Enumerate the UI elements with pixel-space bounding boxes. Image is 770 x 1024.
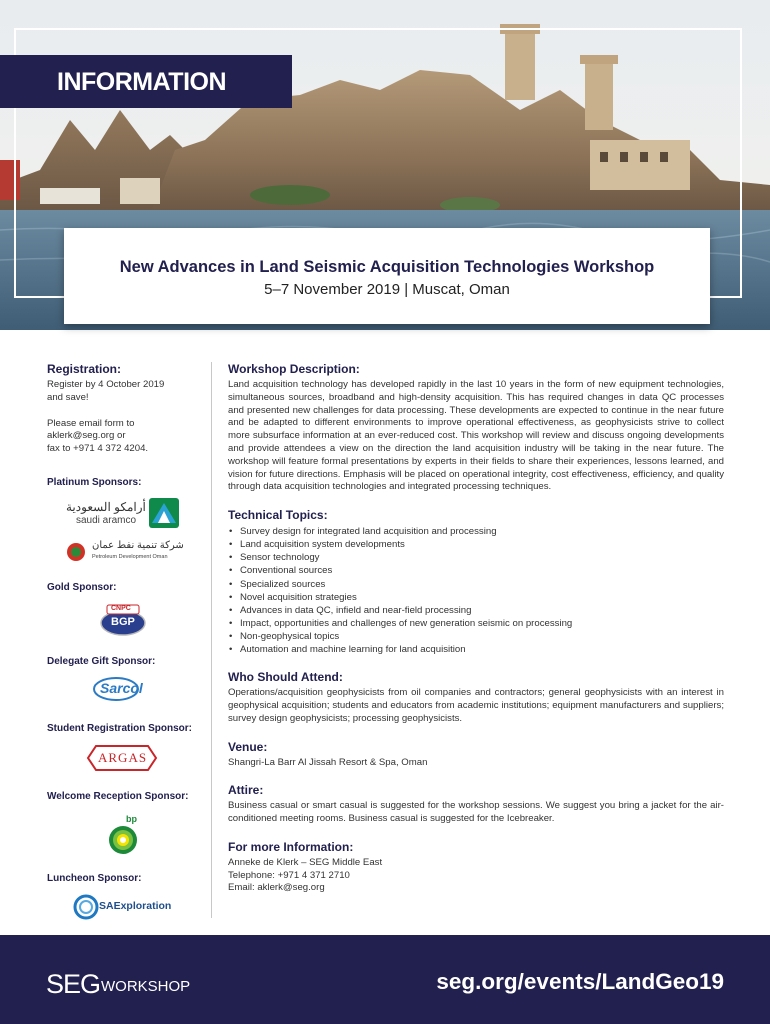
bp-logo	[106, 814, 142, 854]
information-label: INFORMATION	[57, 68, 227, 96]
aramco-arabic-text: أرامكو السعودية	[66, 500, 146, 514]
contact-name: Anneke de Klerk – SEG Middle East	[228, 856, 383, 868]
delegate-gift-sponsor-heading: Delegate Gift Sponsor:	[47, 656, 156, 667]
venue-text: Shangri-La Barr Al Jissah Resort & Spa, Oman	[228, 756, 428, 768]
workshop-title: New Advances in Land Seismic Acquisition Technologies Workshop	[119, 258, 655, 276]
sidebar	[47, 362, 212, 456]
bp-text: bp	[126, 814, 137, 824]
saexploration-logo	[73, 894, 177, 922]
more-info-heading: For more Information:	[228, 839, 354, 854]
topic-item: • Non-geophysical topics	[229, 630, 340, 642]
topic-item: • Conventional sources	[229, 565, 333, 577]
topic-item: • Impact, opportunities and challenges of new generation seismic on processing	[229, 617, 573, 629]
contact-line-2: aklerk@seg.org or	[47, 430, 126, 442]
column-divider	[211, 362, 212, 918]
welcome-reception-sponsor-heading: Welcome Reception Sponsor:	[47, 791, 189, 802]
contact-phone: Telephone: +971 4 371 2710	[228, 869, 350, 881]
topic-item: • Specialized sources	[229, 578, 326, 590]
platinum-sponsors-heading: Platinum Sponsors:	[47, 477, 142, 488]
aramco-emblem-icon	[148, 497, 180, 529]
information-banner	[0, 55, 292, 108]
sarcol-text: Sarcol	[100, 680, 143, 696]
aramco-latin-text: saudi aramco	[76, 515, 137, 526]
bp-helios-icon	[106, 823, 142, 855]
saexploration-text: SAExploration	[99, 900, 172, 912]
topic-item: • Survey design for integrated land acquisition and processing	[229, 526, 497, 538]
pdo-arabic-text: شركة تنمية نفط عمان	[92, 540, 184, 551]
attend-text: Operations/acquisition geophysicists from oil companies and contractors; general geophysicists with an interest in geophysical acquisition; students and educators from academic institutions; equipment manufacturers and suppliers; survey design geophysicists; processing geophysicists.	[228, 687, 724, 724]
contact-line-3: fax to +971 4 372 4204.	[47, 443, 149, 455]
saexploration-swirl-icon	[73, 894, 99, 920]
registration-line-1: Register by 4 October 2019	[47, 379, 165, 390]
argas-text: ARGAS	[98, 750, 148, 765]
main-content	[228, 362, 724, 895]
pdo-emblem-icon	[66, 542, 86, 562]
topic-item: • Novel acquisition strategies	[229, 591, 357, 603]
seg-logo-text: SEG	[46, 969, 101, 999]
saudi-aramco-logo	[66, 497, 181, 531]
description-heading: Workshop Description:	[228, 362, 360, 376]
workshop-date-location: 5–7 November 2019 | Muscat, Oman	[264, 281, 510, 298]
attire-heading: Attire:	[228, 783, 264, 798]
luncheon-sponsor-heading: Luncheon Sponsor:	[47, 873, 142, 884]
student-registration-sponsor-heading: Student Registration Sponsor:	[47, 723, 192, 734]
cnpc-text: CNPC	[111, 605, 131, 612]
registration-heading: Registration:	[47, 362, 122, 376]
topic-item: • Land acquisition system developments	[229, 539, 405, 551]
sarcol-logo	[92, 676, 154, 702]
gold-sponsor-heading: Gold Sponsor:	[47, 582, 117, 593]
registration-line-2: and save!	[47, 391, 89, 403]
pdo-latin-text: Petroleum Development Oman	[92, 554, 168, 560]
topics-heading: Technical Topics:	[228, 508, 328, 523]
contact-line-1: Please email form to	[47, 417, 135, 429]
contact-email[interactable]: Email: aklerk@seg.org	[228, 882, 325, 894]
title-card	[64, 228, 710, 324]
event-url-link[interactable]: seg.org/events/LandGeo19	[436, 969, 724, 994]
argas-logo	[86, 744, 158, 772]
footer-bar	[0, 935, 770, 1024]
bgp-text: BGP	[111, 616, 135, 628]
venue-heading: Venue:	[228, 739, 268, 754]
topic-item: • Automation and machine learning for land acquisition	[229, 644, 466, 656]
attend-heading: Who Should Attend:	[228, 670, 343, 685]
description-text: Land acquisition technology has developed rapidly in the last 10 years in the form of new equipment technologies, simultaneous sources, broadband and high-density acquisition. This has required changes in data QC processes and presented new challenges for data processing. These developments are expected to continue in the near future and be adapted to different environments to improve operational effectiveness, as geophysicists strive to collect more subsurface information at an ever-reduced cost. This workshop will review and discuss ongoing developments and provide attendees a view on the direction the land acquisition industry will be taking in the near future. The workshop will feature formal presentations by experts in their fields to share their experiences, lessons learned, and vision for future directions. Emphasis will be placed on operational integrity, cost effectiveness, efficiency, and quality through data acquisition technologies and integrated processing techniques.	[228, 379, 724, 493]
attire-text: Business casual or smart casual is suggested for the workshop sessions. We suggest you bring a jacket for the air-conditioned meeting rooms. Business casual is suggested for the Icebreaker.	[228, 800, 724, 825]
workshop-logo-text: WORKSHOP	[101, 978, 191, 995]
topic-item: • Advances in data QC, infield and near-field processing	[229, 604, 472, 616]
cnpc-bgp-logo	[98, 602, 148, 636]
topics-list	[228, 525, 724, 656]
topic-item: • Sensor technology	[229, 552, 320, 564]
pdo-logo	[66, 540, 186, 566]
